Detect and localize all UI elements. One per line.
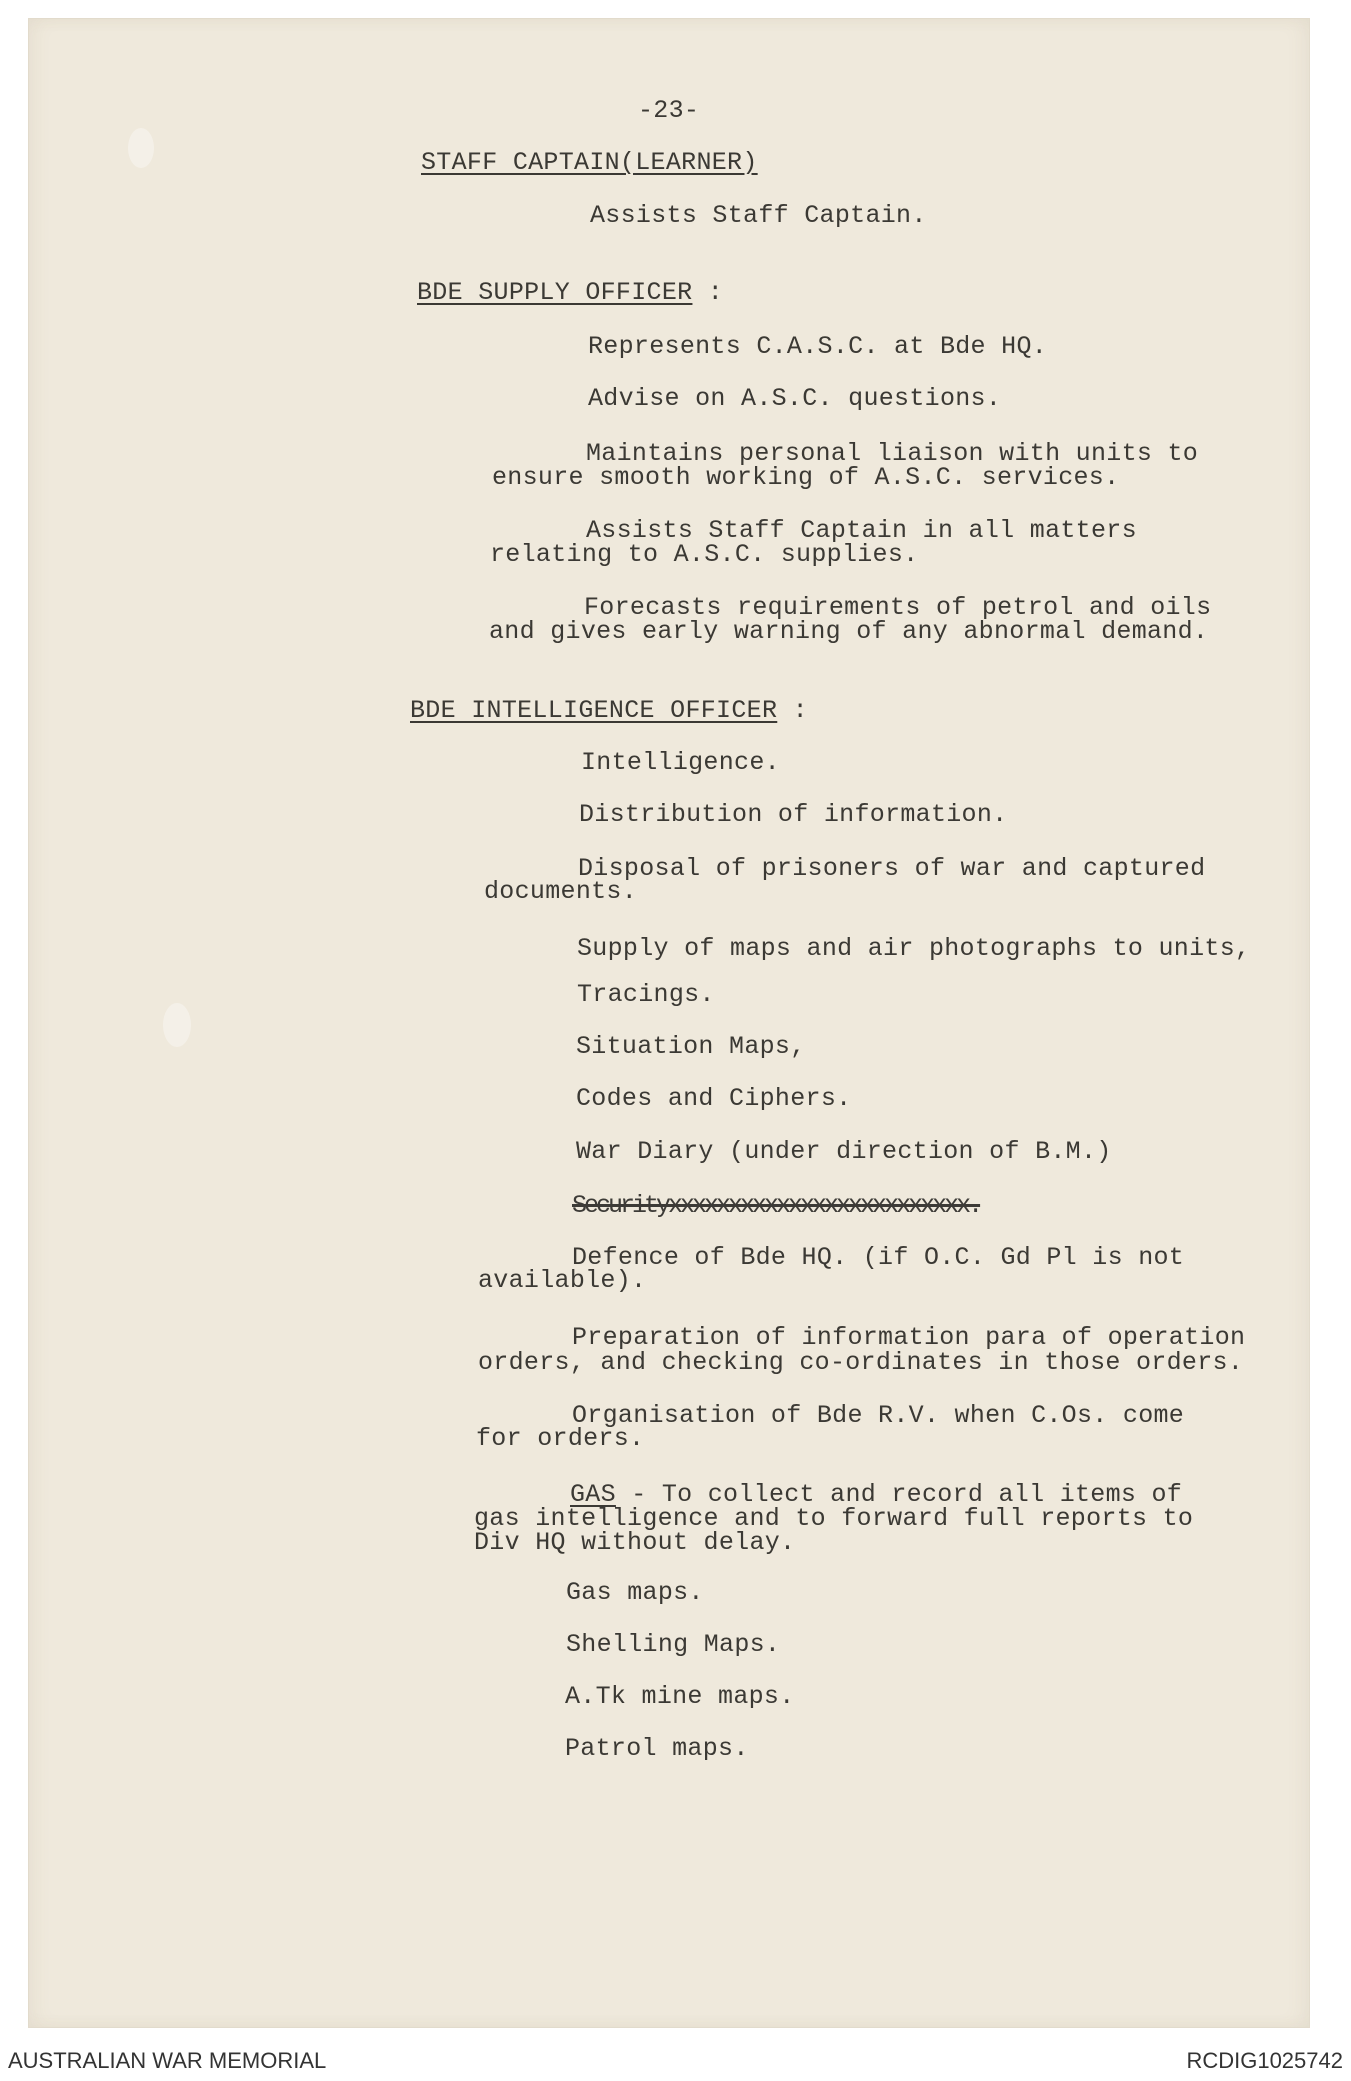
duty-line: orders, and checking co-ordinates in those orders. bbox=[478, 1348, 1244, 1377]
duty-line: Forecasts requirements of petrol and oils bbox=[584, 593, 1212, 622]
footer-institution: AUSTRALIAN WAR MEMORIAL bbox=[8, 2048, 327, 2073]
duty-line: and gives early warning of any abnormal demand. bbox=[489, 617, 1209, 646]
duty-line: Represents C.A.S.C. at Bde HQ. bbox=[588, 332, 1048, 361]
heading-colon: : bbox=[707, 278, 724, 307]
duty-line: Tracings. bbox=[577, 980, 715, 1009]
heading-colon: : bbox=[792, 696, 808, 725]
duty-line: gas intelligence and to forward full reports to bbox=[474, 1504, 1194, 1533]
duty-line: Codes and Ciphers. bbox=[576, 1084, 852, 1113]
duty-line: available). bbox=[478, 1266, 647, 1295]
duty-line: Situation Maps, bbox=[576, 1032, 806, 1061]
page-number: -23- bbox=[638, 96, 700, 125]
duty-line: documents. bbox=[484, 877, 638, 906]
paper-stain bbox=[163, 1003, 191, 1047]
duty-line: Div HQ without delay. bbox=[474, 1528, 796, 1557]
duty-line: Preparation of information para of operation bbox=[572, 1323, 1246, 1352]
footer-record-id: RCDIG1025742 bbox=[1186, 2048, 1343, 2073]
section-heading-bde-intelligence-officer bbox=[410, 698, 808, 723]
duty-line: Assists Staff Captain in all matters bbox=[586, 516, 1137, 545]
heading-text: BDE SUPPLY OFFICER bbox=[417, 278, 693, 307]
duty-line: Shelling Maps. bbox=[566, 1630, 781, 1659]
duty-line: Organisation of Bde R.V. when C.Os. come bbox=[572, 1401, 1185, 1430]
duty-line: Advise on A.S.C. questions. bbox=[588, 384, 1002, 413]
struck-out-line: Securityxxxxxxxxxxxxxxxxxxxxxxxxx. bbox=[572, 1191, 981, 1220]
section-heading-bde-supply-officer bbox=[417, 280, 723, 305]
duty-line: Disposal of prisoners of war and captured bbox=[578, 854, 1206, 883]
duty-line: Maintains personal liaison with units to bbox=[586, 439, 1199, 468]
duty-line: Assists Staff Captain. bbox=[590, 201, 927, 230]
duty-line: A.Tk mine maps. bbox=[565, 1682, 795, 1711]
gas-label: GAS bbox=[570, 1480, 616, 1509]
section-heading-staff-captain-learner: STAFF CAPTAIN(LEARNER) bbox=[421, 148, 758, 177]
duty-line: for orders. bbox=[476, 1424, 645, 1453]
duty-line: War Diary (under direction of B.M.) bbox=[576, 1137, 1112, 1166]
paper-stain bbox=[128, 128, 154, 168]
duty-line: Defence of Bde HQ. (if O.C. Gd Pl is not bbox=[572, 1243, 1185, 1272]
duty-line: Patrol maps. bbox=[565, 1734, 749, 1763]
document-page bbox=[28, 18, 1310, 2028]
duty-line: Supply of maps and air photographs to units, bbox=[577, 934, 1251, 963]
duty-line: relating to A.S.C. supplies. bbox=[490, 540, 919, 569]
gas-text: - To collect and record all items of bbox=[615, 1480, 1183, 1509]
duty-line: Gas maps. bbox=[566, 1578, 704, 1607]
heading-text: BDE INTELLIGENCE OFFICER bbox=[410, 696, 778, 725]
duty-line: Intelligence. bbox=[581, 748, 780, 777]
duty-line: ensure smooth working of A.S.C. services. bbox=[492, 463, 1120, 492]
duty-line: Distribution of information. bbox=[579, 800, 1008, 829]
